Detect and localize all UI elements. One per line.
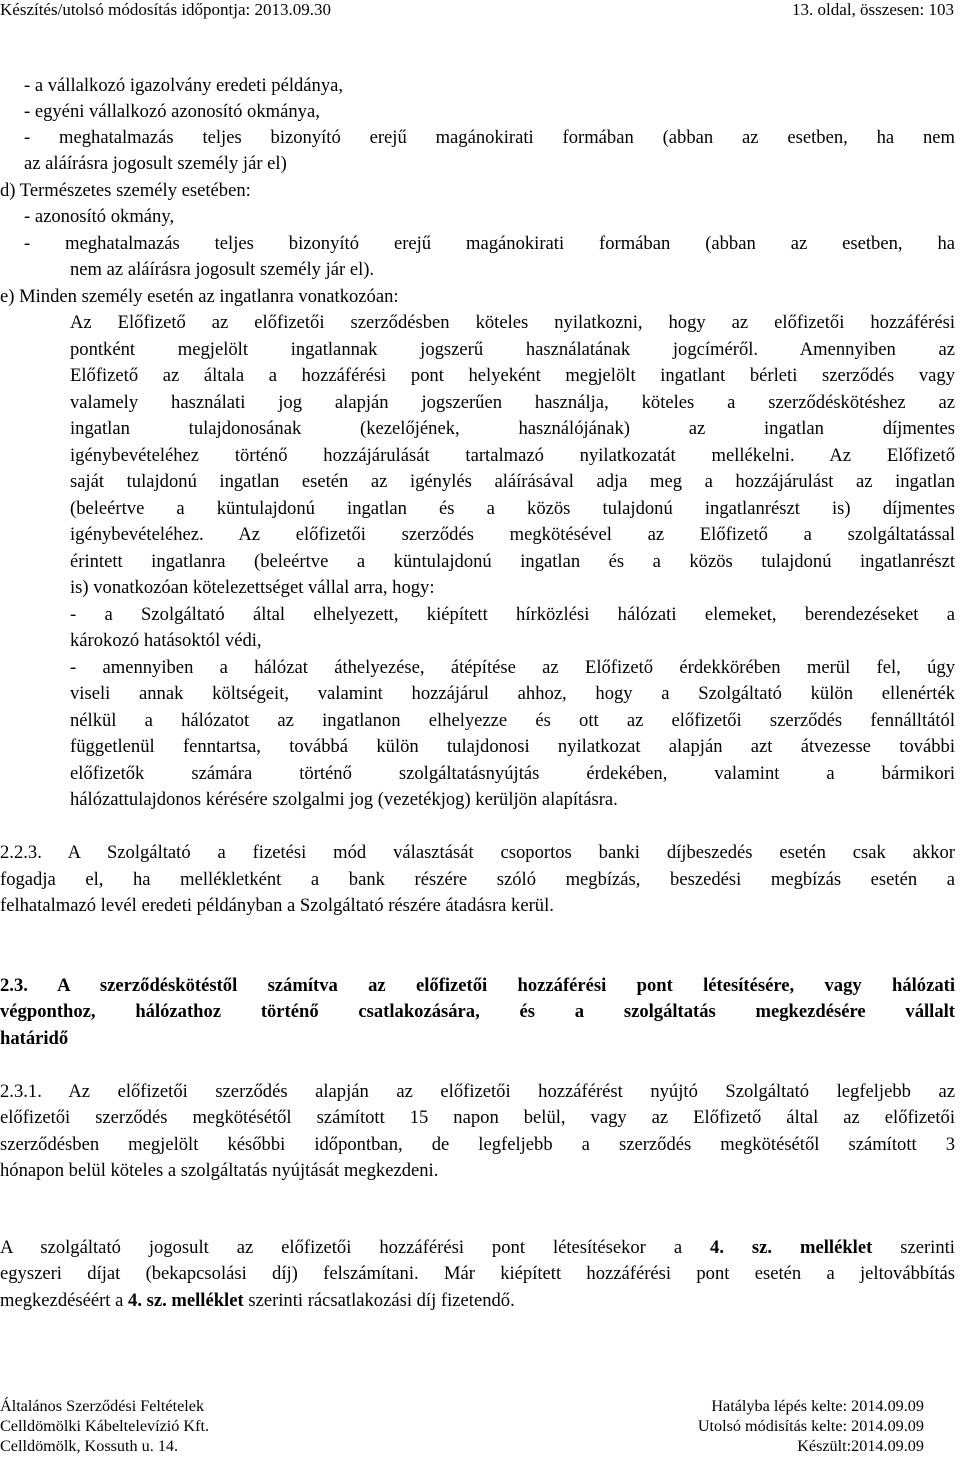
footer-effective-date: Hatályba lépés kelte: 2014.09.09 bbox=[711, 1397, 924, 1415]
text-line: Előfizető az általa a hozzáférési pont helyeként megjelölt ingatlant bérleti szerződés vagy bbox=[70, 365, 955, 386]
text-line: előfizetők számára történő szolgáltatásnyújtás érdekében, valamint a bármikori bbox=[70, 763, 955, 784]
footer-modified-date: Utolsó módisítás kelte: 2014.09.09 bbox=[697, 1417, 924, 1435]
text-run: szerinti bbox=[872, 1237, 955, 1258]
text-line: - meghatalmazás teljes bizonyító erejű magánokirati formában (abban az esetben, ha bbox=[24, 233, 955, 254]
text-line: 2.3. A szerződéskötéstől számítva az előfizetői hozzáférési pont létesítésére, vagy hálózati bbox=[0, 975, 955, 996]
text-line: - a vállalkozó igazolvány eredeti példánya, bbox=[24, 75, 344, 96]
text-line: - meghatalmazás teljes bizonyító erejű magánokirati formában (abban az esetben, ha nem bbox=[24, 127, 955, 148]
text-line: d) Természetes személy esetében: bbox=[0, 180, 251, 201]
annex-reference: 4. sz. melléklet bbox=[128, 1290, 244, 1311]
paragraph-fee-line-1 bbox=[0, 1237, 955, 1259]
text-line: viseli annak költségeit, valamint hozzájárul ahhoz, hogy a Szolgáltató külön ellenérték bbox=[70, 683, 955, 704]
text-line: nem az aláírásra jogosult személy jár el). bbox=[70, 259, 375, 280]
text-line: - amennyiben a hálózat áthelyezése, átépítése az Előfizető érdekkörében merül fel, úgy bbox=[70, 657, 955, 678]
footer-right bbox=[698, 1396, 924, 1456]
text-run: megkezdéséért a bbox=[0, 1290, 129, 1311]
text-line: hálózattulajdonos kérésére szolgalmi jog (vezetékjog) kerüljön alapításra. bbox=[70, 789, 618, 810]
footer-company: Celldömölki Kábeltelevízió Kft. bbox=[0, 1417, 210, 1435]
text-line: saját tulajdonú ingatlan esetén az igénylés aláírásával adja meg a hozzájárulást az ingatlan bbox=[70, 471, 955, 492]
text-line: (beleértve a küntulajdonú ingatlan és a közös tulajdonú ingatlanrészt is) díjmentes bbox=[70, 498, 955, 519]
text-line: károkozó hatásoktól védi, bbox=[70, 630, 262, 651]
text-line: fogadja el, ha mellékletként a bank részére szóló megbízás, beszedési megbízás esetén a bbox=[0, 869, 955, 890]
text-line: határidő bbox=[0, 1028, 69, 1049]
text-line: előfizetői szerződés megkötésétől számított 15 napon belül, vagy az Előfizető által az előfizetői bbox=[0, 1107, 955, 1128]
text-run: A szolgáltató jogosult az előfizetői hozzáférési pont létesítésekor a bbox=[0, 1237, 711, 1258]
text-line: hónapon belül köteles a szolgáltatás nyújtását megkezdeni. bbox=[0, 1160, 439, 1181]
header-page-number: 13. oldal, összesen: 103 bbox=[792, 0, 954, 19]
annex-reference: 4. sz. melléklet bbox=[710, 1237, 873, 1258]
footer-left bbox=[0, 1396, 209, 1456]
paragraph-fee-line-3 bbox=[0, 1290, 515, 1312]
text-line: az aláírásra jogosult személy jár el) bbox=[24, 153, 287, 174]
footer-address: Celldömölk, Kossuth u. 14. bbox=[0, 1437, 179, 1455]
text-line: - azonosító okmány, bbox=[24, 206, 175, 227]
header-timestamp: Készítés/utolsó módosítás időpontja: 2013.09.30 bbox=[0, 0, 332, 19]
text-line: valamely használati jog alapján jogszerűen használja, köteles a szerződéskötéshez az bbox=[70, 392, 955, 413]
text-line: pontként megjelölt ingatlannak jogszerű használatának jogcíméről. Amennyiben az bbox=[70, 339, 955, 360]
text-line: felhatalmazó levél eredeti példányban a Szolgáltató részére átadásra kerül. bbox=[0, 895, 554, 916]
text-line: 2.3.1. Az előfizetői szerződés alapján az előfizetői hozzáférést nyújtó Szolgáltató legfeljebb az bbox=[0, 1081, 955, 1102]
text-line: - egyéni vállalkozó azonosító okmánya, bbox=[24, 101, 320, 122]
text-line: is) vonatkozóan kötelezettséget vállal arra, hogy: bbox=[70, 577, 435, 598]
text-line: e) Minden személy esetén az ingatlanra vonatkozóan: bbox=[0, 286, 399, 307]
text-line: ingatlan tulajdonosának (kezelőjének, használójának) az ingatlan díjmentes bbox=[70, 418, 955, 439]
text-line: - a Szolgáltató által elhelyezett, kiépített hírközlési hálózati elemeket, berendezéseket a bbox=[70, 604, 955, 625]
footer-document-title: Általános Szerződési Feltételek bbox=[0, 1397, 205, 1415]
text-line: nélkül a hálózatot az ingatlanon elhelyezze és ott az előfizetői szerződés fennálltától bbox=[70, 710, 955, 731]
text-line: függetlenül fenntartsa, továbbá külön tulajdonosi nyilatkozat alapján azt átvezesse további bbox=[70, 736, 955, 757]
text-line: érintett ingatlanra (beleértve a küntulajdonú ingatlan és a közös tulajdonú ingatlanrészt bbox=[70, 551, 955, 572]
text-line: végponthoz, hálózathoz történő csatlakozására, és a szolgáltatás megkezdésére vállalt bbox=[0, 1001, 955, 1022]
text-line: igénybevételéhez. Az előfizetői szerződés megkötésével az Előfizető a szolgáltatással bbox=[70, 524, 955, 545]
paragraph-fee-line-2: egyszeri díjat (bekapcsolási díj) felszámítani. Már kiépített hozzáférési pont esetén a jeltovábbítás bbox=[0, 1263, 955, 1284]
text-line: Az Előfizető az előfizetői szerződésben köteles nyilatkozni, hogy az előfizetői hozzáférési bbox=[70, 312, 955, 333]
text-run: szerinti rácsatlakozási díj fizetendő. bbox=[243, 1290, 515, 1311]
text-line: 2.2.3. A Szolgáltató a fizetési mód választását csoportos banki díjbeszedés esetén csak akkor bbox=[0, 842, 955, 863]
footer-created-date: Készült:2014.09.09 bbox=[797, 1437, 924, 1455]
text-line: igénybevételéhez történő hozzájárulását tartalmazó nyilatkozatát mellékelni. Az Előfizető bbox=[70, 445, 955, 466]
text-line: szerződésben megjelölt későbbi időpontban, de legfeljebb a szerződés megkötésétől számított 3 bbox=[0, 1134, 955, 1155]
